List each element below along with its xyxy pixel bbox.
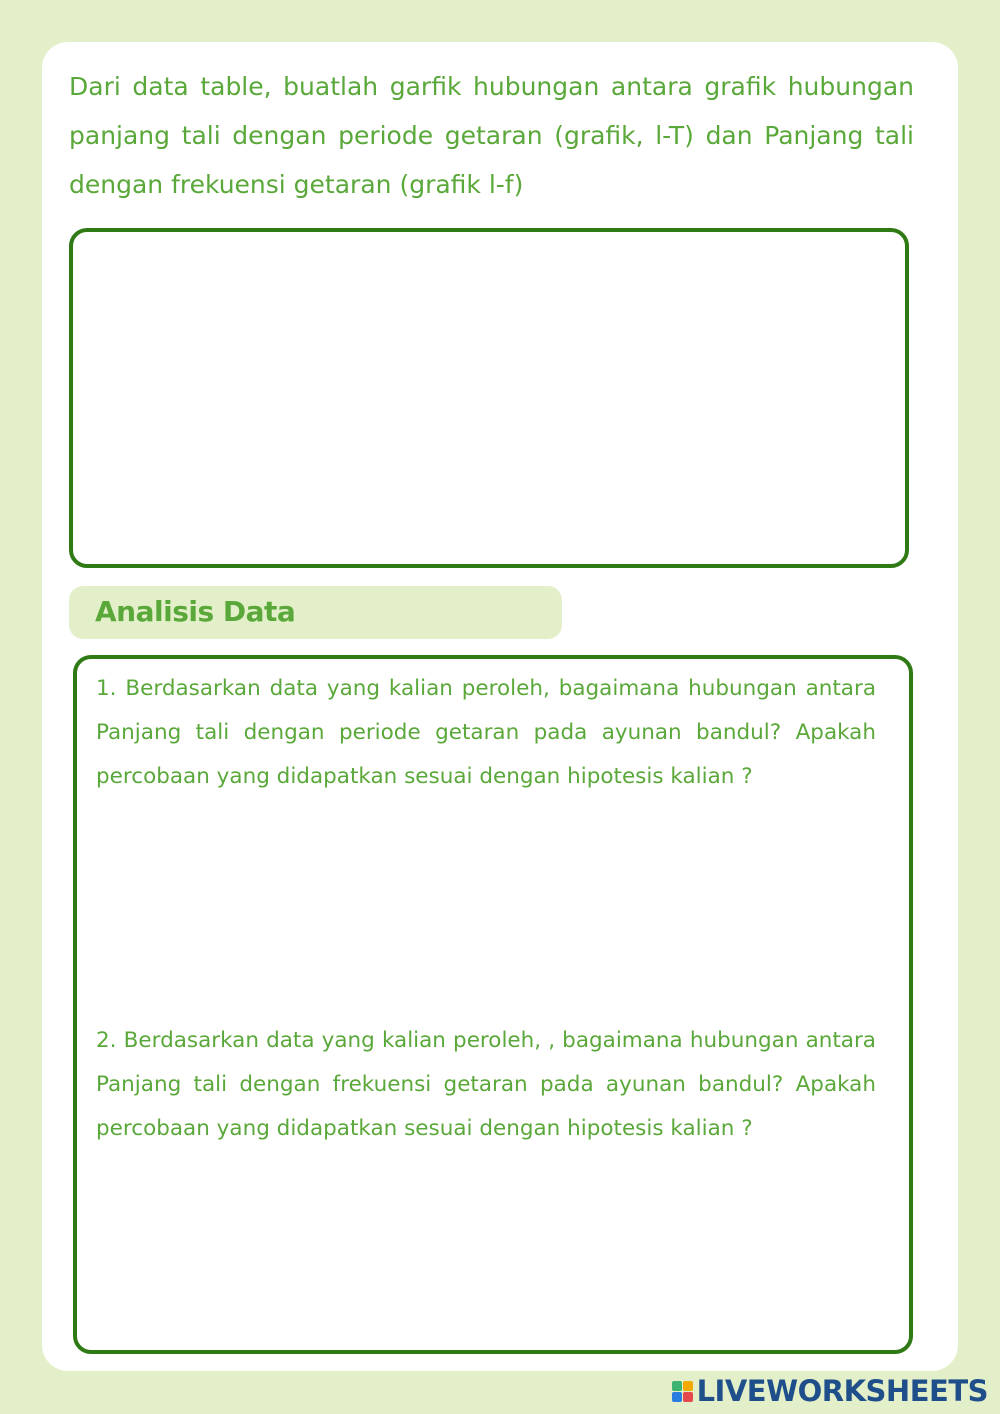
answer-2-area[interactable] bbox=[96, 1199, 876, 1329]
logo-square-red bbox=[683, 1392, 693, 1402]
graph-drawing-area[interactable] bbox=[69, 228, 909, 568]
section-header bbox=[69, 586, 562, 639]
answer-1-area[interactable] bbox=[96, 849, 876, 999]
question-1: 1. Berdasarkan data yang kalian peroleh, bagaimana hubungan antara Panjang tali dengan periode getaran pada ayunan bandul? Apakah percobaan yang didapatkan sesuai dengan hipotesis kalian ? bbox=[96, 676, 876, 789]
question-2: 2. Berdasarkan data yang kalian peroleh, , bagaimana hubungan antara Panjang tali dengan frekuensi getaran pada ayunan bandul? Apakah percobaan yang didapatkan sesuai dengan hipotesis kalian ? bbox=[96, 1028, 876, 1141]
logo-square-green bbox=[672, 1381, 682, 1391]
liveworksheets-logo[interactable] bbox=[672, 1374, 988, 1408]
brand-name: LIVEWORKSHEETS bbox=[696, 1374, 988, 1408]
section-title: Analisis Data bbox=[95, 595, 296, 628]
analysis-answer-box bbox=[73, 655, 913, 1354]
logo-square-yellow bbox=[683, 1381, 693, 1391]
liveworksheets-logo-icon bbox=[672, 1381, 693, 1402]
instruction-text: Dari data table, buatlah garfik hubungan antara grafik hubungan panjang tali dengan periode getaran (grafik, l-T) dan Panjang tali dengan frekuensi getaran (grafik l-f) bbox=[69, 72, 914, 199]
logo-square-blue bbox=[672, 1392, 682, 1402]
